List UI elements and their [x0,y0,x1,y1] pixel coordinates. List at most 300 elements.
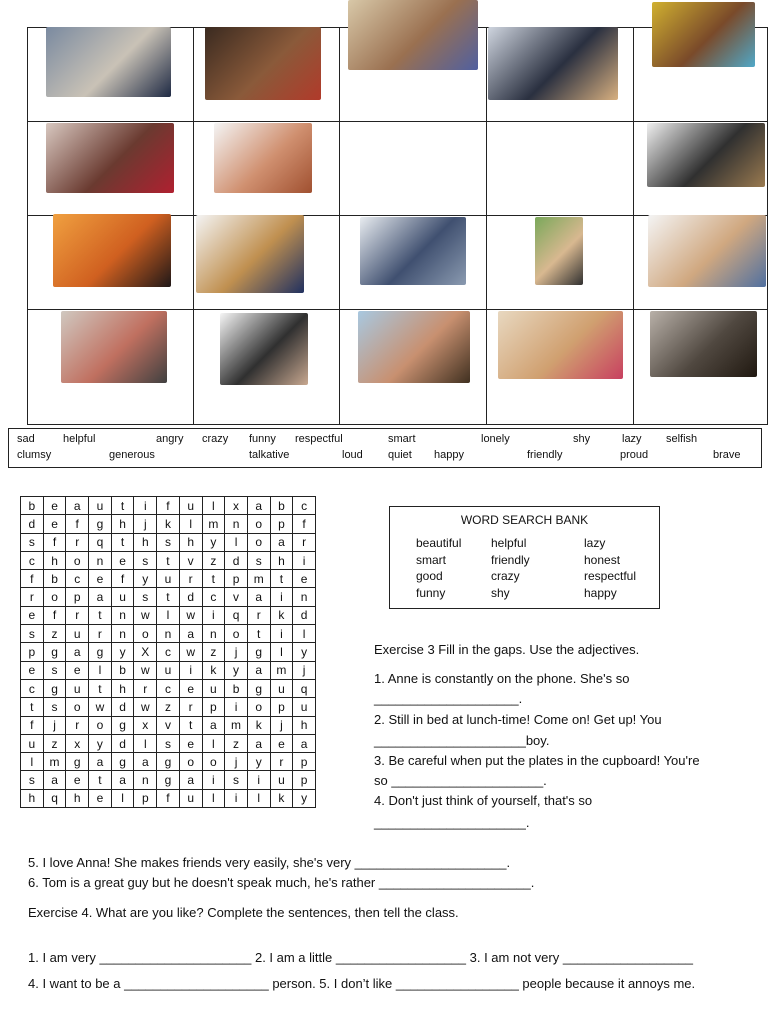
word-search-cell: m [202,515,225,533]
bank-word: good [416,569,443,583]
word-search-cell: w [179,643,202,661]
mr-bean-photo [535,217,583,285]
word-search-row [21,734,316,752]
word: selfish [666,433,698,445]
word-search-cell: k [247,716,270,734]
exercise-3-line: 5. I love Anna! She makes friends very easily, she's very _____________________. [28,855,511,870]
word-search-cell: i [270,625,293,643]
word-search-cell: a [202,716,225,734]
word-search-cell: e [270,734,293,752]
word-search-cell: p [293,771,316,789]
word-search-cell: d [293,606,316,624]
word-search-cell: j [43,716,66,734]
word-search-cell: y [202,533,225,551]
word-search-row [21,551,316,569]
boy-reading-photo [648,215,766,287]
word-search-cell: z [157,698,180,716]
word-search-cell: l [157,606,180,624]
word-search-cell: m [43,753,66,771]
word-search-cell: x [134,716,157,734]
word-search-cell: f [157,497,180,515]
word-search-cell: i [202,771,225,789]
word-search-cell: e [293,570,316,588]
word-search-cell: d [111,734,134,752]
word-search-row [21,606,316,624]
word-search-cell: a [293,734,316,752]
word-search-cell: l [111,789,134,807]
word-search-row [21,625,316,643]
word-search-cell: f [157,789,180,807]
word: lazy [622,433,642,445]
word: lonely [481,433,510,445]
word-search-cell: g [43,679,66,697]
word-search-cell: u [66,679,89,697]
people-bowing-photo [220,313,308,385]
word-search-cell: c [202,588,225,606]
word-search-cell: e [66,661,89,679]
word-search-cell: l [293,625,316,643]
word-search-cell: o [202,753,225,771]
word-search-cell: n [134,771,157,789]
exercise-3-line: 4. Don't just think of yourself, that's so [374,793,593,808]
word-search-cell: q [293,679,316,697]
word-search-cell: u [66,625,89,643]
word-search-row [21,771,316,789]
word-search-cell: u [157,661,180,679]
girls-sharing-photo [498,311,623,379]
word-search-cell: y [89,734,112,752]
word-search-cell: j [270,716,293,734]
word-search-cell: u [111,588,134,606]
word-search-cell: v [179,551,202,569]
word: angry [156,433,184,445]
word-search-cell: t [89,771,112,789]
word-search-cell: t [247,625,270,643]
word-search-cell: t [89,679,112,697]
word-search-row [21,533,316,551]
word-search-cell: z [43,625,66,643]
word-search-cell: t [157,588,180,606]
word-search-cell: p [225,570,248,588]
word-search-cell: o [247,515,270,533]
word-search-cell: a [111,771,134,789]
word-search-cell: b [43,570,66,588]
word-search-cell: n [89,551,112,569]
word-search-cell: p [66,588,89,606]
word-search-cell: n [293,588,316,606]
word-search-cell: y [225,661,248,679]
word-search-cell: q [89,533,112,551]
word-search-cell: l [202,789,225,807]
adjective-word-bank [8,428,762,468]
word-search-cell: r [66,716,89,734]
bank-word: beautiful [416,536,462,550]
word-search-cell: l [179,515,202,533]
word-search-cell: l [270,643,293,661]
word-search-cell: r [66,606,89,624]
word-search-cell: s [134,551,157,569]
word-search-row [21,698,316,716]
word-search-bank [389,506,660,609]
word-search-row [21,515,316,533]
word: friendly [527,449,563,461]
word-search-cell: n [202,625,225,643]
word-search-cell: y [111,643,134,661]
word-search-cell: d [111,698,134,716]
word-search-cell: i [134,497,157,515]
word-search-cell: w [134,661,157,679]
word: loud [342,449,363,461]
word-search-cell: o [225,625,248,643]
word-search-row [21,789,316,807]
word-search-cell: o [43,588,66,606]
word-search-cell: u [89,497,112,515]
word-search-cell: z [225,734,248,752]
word-search-cell: f [21,716,44,734]
girl-bla-bla-photo [214,123,312,193]
word-search-cell: x [225,497,248,515]
spartan-warrior-photo [205,27,321,100]
word-search-cell: l [202,497,225,515]
word-search-cell: d [179,588,202,606]
word-search-cell: p [202,698,225,716]
word-search-cell: h [111,679,134,697]
word-search-cell: e [89,789,112,807]
word-search-cell: s [43,661,66,679]
word-search-cell: t [179,716,202,734]
word: happy [434,449,464,461]
word: talkative [249,449,290,461]
word-search-cell: r [293,533,316,551]
word: generous [109,449,155,461]
word-search-cell: a [179,625,202,643]
word-search-row [21,661,316,679]
word-search-cell: i [270,588,293,606]
word-search-cell: r [179,698,202,716]
man-shushing-child-photo [358,311,470,383]
word-search-cell: g [247,679,270,697]
angry-man-photo [61,311,167,383]
word-search-cell: k [270,606,293,624]
word-search-cell: i [202,606,225,624]
man-sleeping-desk-photo [647,123,765,187]
word-search-cell: c [293,497,316,515]
word-search-cell: h [270,551,293,569]
word: proud [620,449,649,461]
word-search-cell: m [247,570,270,588]
word-search-cell: s [21,533,44,551]
word-search-cell: s [157,533,180,551]
picture-grid [27,27,767,424]
word-search-cell: o [247,698,270,716]
word-search-cell: l [247,789,270,807]
word-search-cell: e [21,606,44,624]
word-search-cell: q [225,606,248,624]
word-search-cell: s [21,771,44,789]
word: sad [17,433,35,445]
word-search-cell: o [179,753,202,771]
word-search-cell: e [43,515,66,533]
word-search-cell: t [202,570,225,588]
word-search-cell: v [157,716,180,734]
word-search-cell: w [179,606,202,624]
word-search-cell: a [270,533,293,551]
word-search-cell: d [21,515,44,533]
word-search-cell: f [293,515,316,533]
word-search-cell: s [43,698,66,716]
word-search-cell: c [21,551,44,569]
word-search-cell: k [157,515,180,533]
word-search-cell: f [111,570,134,588]
word-search-cell: c [21,679,44,697]
word-search-cell: r [179,570,202,588]
word-search-cell: c [157,679,180,697]
man-carrying-boxes-photo [196,215,304,293]
word: respectful [295,433,343,445]
word-search-cell: g [89,643,112,661]
word-search-cell: o [247,533,270,551]
word-search-cell: b [225,679,248,697]
exercise-3-title: Exercise 3 Fill in the gaps. Use the adjectives. [374,642,640,657]
word-search-cell: e [179,679,202,697]
word: brave [713,449,741,461]
exercise-3-line: _____________________boy. [374,733,550,748]
bank-word: honest [584,553,621,567]
word-search-cell: h [293,716,316,734]
word-search-cell: w [134,606,157,624]
word-search-cell: r [247,606,270,624]
word-search-cell: u [270,771,293,789]
word-search-cell: a [66,643,89,661]
word-search-cell: z [202,551,225,569]
exercise-3-line: 6. Tom is a great guy but he doesn't speak much, he's rather _____________________. [28,875,535,890]
word-search-cell: h [134,533,157,551]
word-search-cell: a [247,588,270,606]
word-search-cell: a [43,771,66,789]
bank-word: helpful [491,536,527,550]
word-search-cell: p [134,789,157,807]
word-search-cell: t [89,606,112,624]
child-with-crown-photo [488,27,618,100]
word-search-cell: r [66,533,89,551]
word-search-cell: b [111,661,134,679]
sad-man-table-photo [360,217,466,285]
word-search-cell: c [157,643,180,661]
word-search-row [21,588,316,606]
word-search-cell: u [179,497,202,515]
bank-word: smart [416,553,446,567]
word-search-cell: u [293,698,316,716]
word-search-cell: k [202,661,225,679]
word-search-cell: y [247,753,270,771]
word-search-cell: i [247,771,270,789]
word-search-cell: f [21,570,44,588]
exercise-4-line: 4. I want to be a ____________________ person. 5. I don’t like _________________ people because it annoys me. [28,976,696,991]
bank-word: lazy [584,536,606,550]
word-search-cell: y [134,570,157,588]
word-search-cell: a [247,497,270,515]
word-search-cell: t [157,551,180,569]
bank-word: funny [416,586,446,600]
word-search-cell: i [225,789,248,807]
word-search-row [21,570,316,588]
word-search-cell: w [134,698,157,716]
word-search-cell: l [134,734,157,752]
word-search-cell: u [21,734,44,752]
bank-word: friendly [491,553,530,567]
exercise-4-title: Exercise 4. What are you like? Complete the sentences, then tell the class. [28,905,459,920]
word-search-cell: h [21,789,44,807]
word-search-cell: n [111,606,134,624]
word-search-cell: y [293,789,316,807]
word-search-cell: o [89,716,112,734]
word-search-cell: a [134,753,157,771]
word-search-cell: y [293,643,316,661]
word-search-cell: r [134,679,157,697]
word-search-cell: s [157,734,180,752]
word-search-cell: e [21,661,44,679]
word-search-cell: h [43,551,66,569]
word-search-cell: e [111,551,134,569]
word-search-cell: g [111,753,134,771]
word-search-cell: i [293,551,316,569]
word-search-cell: o [66,698,89,716]
exercise-3-line: 2. Still in bed at lunch-time! Come on! Get up! You [374,712,662,727]
word-search-cell: t [111,497,134,515]
word-search-cell: n [225,515,248,533]
word-search-row [21,497,316,515]
word-search-cell: g [66,753,89,771]
word-search-cell: p [293,753,316,771]
word-search-cell: j [225,753,248,771]
man-sitting-alone-photo [650,311,757,377]
word-search-cell: l [225,533,248,551]
word-search-cell: r [21,588,44,606]
exercise-4-line: 1. I am very _____________________ 2. I am a little __________________ 3. I am not very __________________ [28,950,693,965]
word-search-grid [20,496,316,808]
word-search-cell: u [179,789,202,807]
word-search-cell: s [225,771,248,789]
word: shy [573,433,591,445]
word-search-cell: e [66,771,89,789]
word-search-cell: l [21,753,44,771]
word-search-row [21,753,316,771]
word-search-row [21,643,316,661]
word: crazy [202,433,229,445]
word-search-cell: X [134,643,157,661]
word-search-cell: p [270,698,293,716]
word-search-row [21,679,316,697]
picture-cell [486,121,634,216]
word-search-cell: o [134,625,157,643]
word-search-cell: c [66,570,89,588]
sunset-silhouette-photo [53,214,171,287]
word-search-cell: r [89,625,112,643]
word-search-cell: i [225,698,248,716]
word-search-cell: f [43,533,66,551]
word-search-cell: g [111,716,134,734]
word-search-cell: z [43,734,66,752]
word-search-cell: n [111,625,134,643]
word-search-cell: b [270,497,293,515]
word-search-cell: e [179,734,202,752]
word-search-cell: t [21,698,44,716]
word-search-cell: m [270,661,293,679]
word-search-cell: r [270,753,293,771]
word-search-cell: s [247,551,270,569]
word-search-cell: h [111,515,134,533]
word-search-cell: w [89,698,112,716]
word-search-cell: g [43,643,66,661]
word-search-cell: u [270,679,293,697]
exercise-3-line: _____________________. [374,815,530,830]
word-search-row [21,716,316,734]
word-search-cell: s [21,625,44,643]
exercise-3-line: ____________________. [374,691,523,706]
word-search-cell: a [179,771,202,789]
word-search-cell: j [134,515,157,533]
word-search-cell: o [66,551,89,569]
word-search-cell: m [225,716,248,734]
word-search-cell: g [247,643,270,661]
word-search-cell: x [66,734,89,752]
bank-word: crazy [491,569,520,583]
word-search-cell: u [202,679,225,697]
word: quiet [388,449,412,461]
word-search-cell: d [225,551,248,569]
word-search-cell: g [89,515,112,533]
word: funny [249,433,276,445]
word-search-cell: v [225,588,248,606]
girl-silly-face-photo [652,2,755,67]
exercise-3-line: 3. Be careful when put the plates in the cupboard! You're [374,753,700,768]
word-search-cell: p [270,515,293,533]
word-search-cell: z [202,643,225,661]
bank-word: respectful [584,569,637,583]
word-search-cell: a [247,734,270,752]
word-search-cell: p [21,643,44,661]
word-search-bank-title: WORD SEARCH BANK [460,513,589,527]
word-search-cell: a [247,661,270,679]
word-search-cell: g [157,753,180,771]
word: smart [388,433,416,445]
word: clumsy [17,449,52,461]
word-search-cell: n [157,625,180,643]
bank-word: happy [584,586,617,600]
word-search-cell: t [270,570,293,588]
word-search-cell: e [43,497,66,515]
bank-word: shy [491,586,510,600]
word: helpful [63,433,96,445]
word-search-cell: t [111,533,134,551]
word-search-cell: i [179,661,202,679]
word-search-cell: q [43,789,66,807]
word-search-cell: h [66,789,89,807]
word-search-cell: b [21,497,44,515]
word-search-cell: f [66,515,89,533]
word-search-cell: e [89,570,112,588]
kids-at-table-photo [348,0,478,70]
word-search-cell: a [89,753,112,771]
word-search-cell: j [293,661,316,679]
picture-cell [339,121,487,216]
woman-megaphone-photo [46,123,174,193]
word-search-cell: l [89,661,112,679]
exercise-3-line: so _____________________. [374,773,547,788]
word-search-cell: a [66,497,89,515]
word-search-cell: u [157,570,180,588]
word-search-cell: k [270,789,293,807]
